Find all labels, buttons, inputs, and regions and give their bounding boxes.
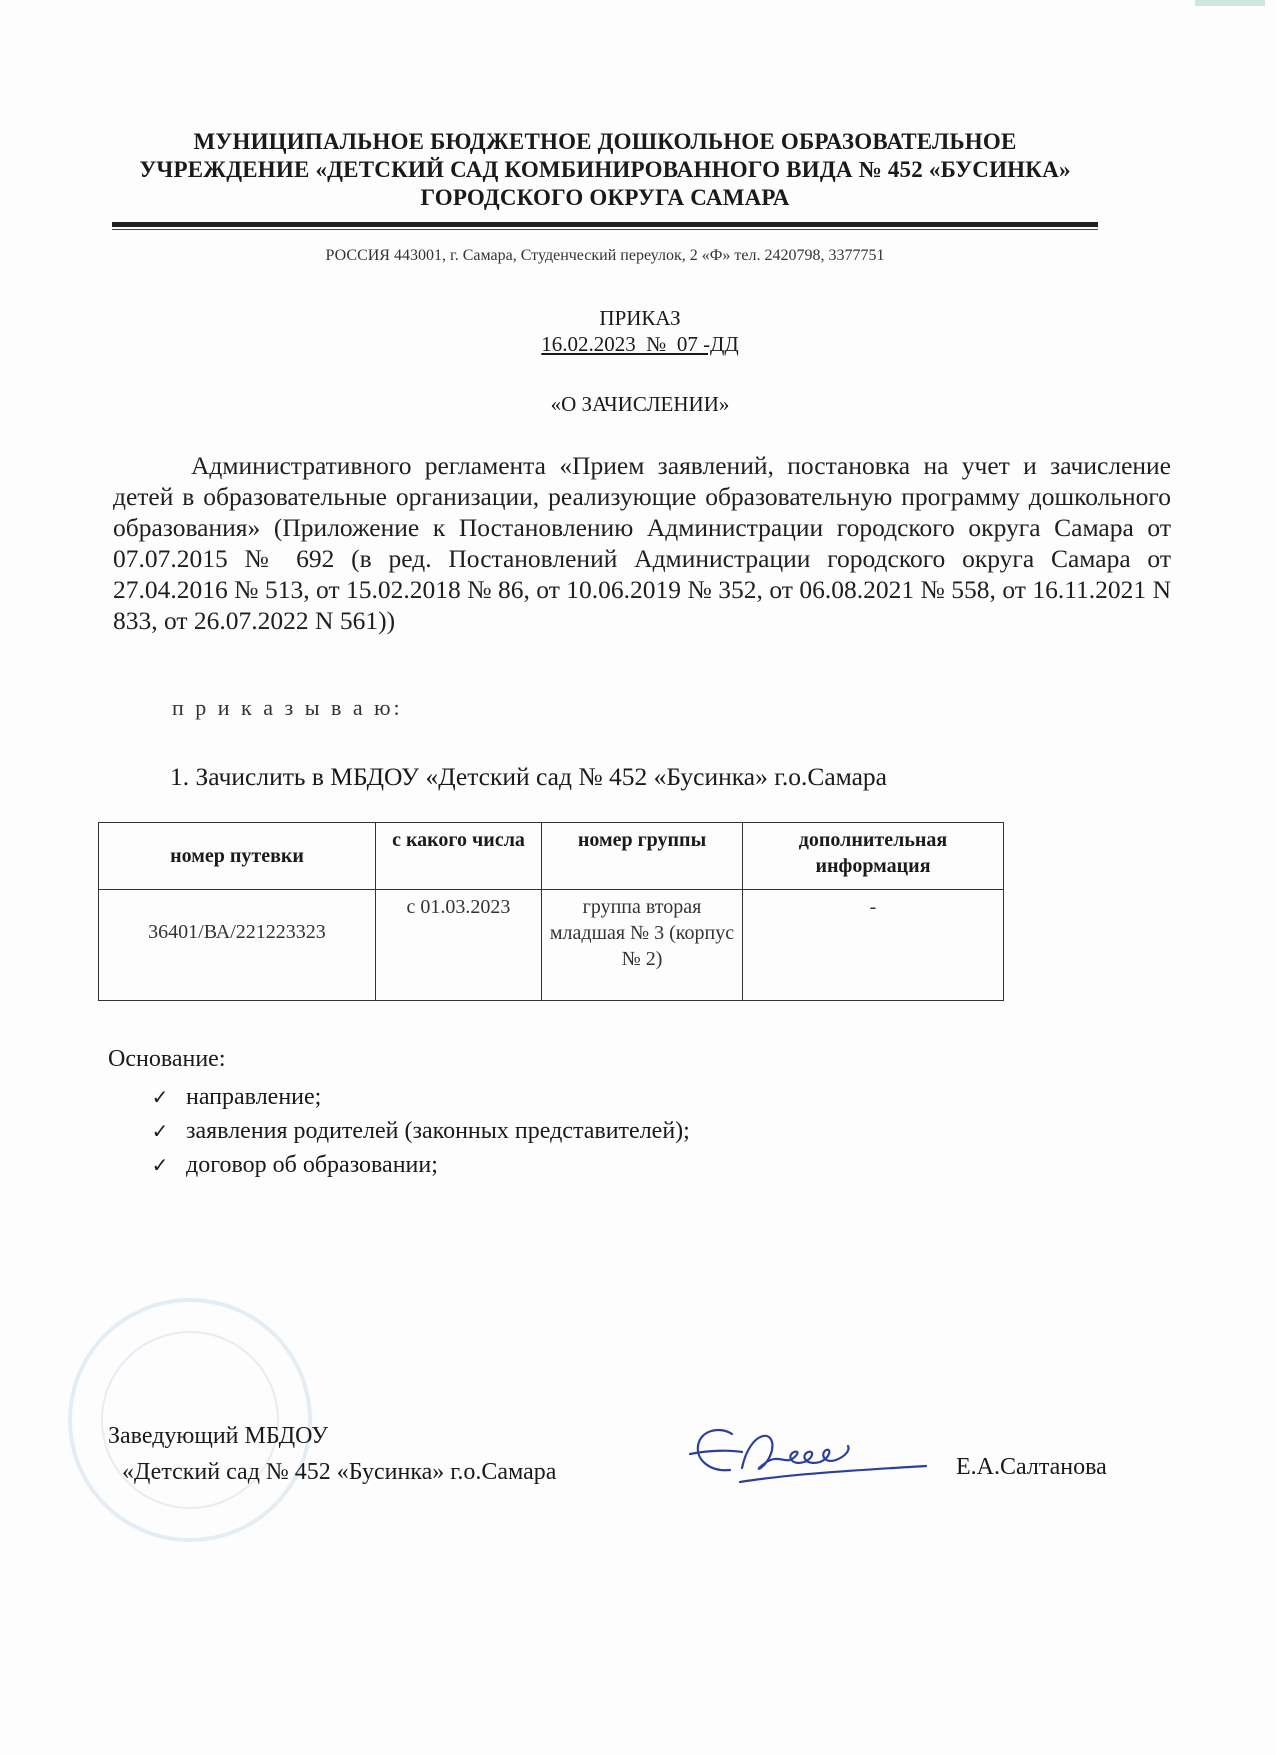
- list-item: [148, 1114, 690, 1148]
- basis-item-text: договор об образовании;: [186, 1152, 438, 1178]
- handwritten-signature-icon: [680, 1420, 930, 1500]
- header-divider-thick: [112, 222, 1098, 227]
- table-cell-voucher: 36401/ВА/221223323: [99, 890, 376, 1001]
- header-line-3: ГОРОДСКОГО ОКРУГА САМАРА: [420, 185, 790, 210]
- basis-item-text: направление;: [186, 1084, 322, 1110]
- table-header-row: [99, 823, 1004, 890]
- basis-item-text: заявления родителей (законных представителей);: [186, 1118, 690, 1144]
- order-directive: п р и к а з ы в а ю:: [172, 695, 403, 720]
- institution-address: РОССИЯ 443001, г. Самара, Студенческий переулок, 2 «Ф» тел. 2420798, 3377751: [325, 247, 885, 264]
- list-item: [148, 1148, 690, 1182]
- order-heading: [110, 305, 1170, 357]
- table-header-cell: номер путевки: [99, 823, 376, 890]
- position-line-2: «Детский сад № 452 «Бусинка» г.о.Самара: [122, 1459, 557, 1485]
- order-number: 16.02.2023 № 07 -ДД: [541, 332, 739, 356]
- order-title: ПРИКАЗ: [599, 306, 681, 330]
- table-header-cell: с какого числа: [376, 823, 542, 890]
- signatory-position: [108, 1418, 556, 1490]
- order-paragraph: Административного регламента «Прием заявлений, постановка на учет и зачисление детей в образовательные организации, реализующие образовательную программу дошкольного образования» (Приложение к Постановлению Администрации городского округа Самара от 07.07.2015 № 692 (в ред. Постановлений Администрации городского округа Самара от 27.04.2016 № 513, от 15.02.2018 № 86, от 10.06.2019 № 352, от 06.08.2021 № 558, от 16.11.2021 N 833, от 26.07.2022 N 561)): [113, 451, 1171, 635]
- checkmark-icon: ✓: [151, 1119, 169, 1143]
- table-cell-date: с 01.03.2023: [376, 890, 542, 1001]
- order-item-1: 1. Зачислить в МБДОУ «Детский сад № 452 «Бусинка» г.о.Самара: [170, 762, 888, 791]
- signatory-name: Е.А.Салтанова: [956, 1454, 1107, 1480]
- table-cell-info: -: [743, 890, 1004, 1001]
- table-cell-group: группа вторая младшая № 3 (корпус № 2): [542, 890, 743, 1001]
- scan-artifact: [1195, 0, 1265, 6]
- table-header-cell: номер группы: [542, 823, 743, 890]
- institution-header: [110, 128, 1100, 212]
- position-line-1: Заведующий МБДОУ: [108, 1423, 329, 1449]
- header-line-1: МУНИЦИПАЛЬНОЕ БЮДЖЕТНОЕ ДОШКОЛЬНОЕ ОБРАЗОВАТЕЛЬНОЕ: [193, 129, 1017, 154]
- enrollment-table: [98, 822, 1004, 1001]
- header-divider-thin: [112, 229, 1098, 230]
- list-item: [148, 1080, 690, 1114]
- header-line-2: УЧРЕЖДЕНИЕ «ДЕТСКИЙ САД КОМБИНИРОВАННОГО ВИДА № 452 «БУСИНКА»: [139, 157, 1071, 182]
- basis-list: [148, 1080, 690, 1182]
- checkmark-icon: ✓: [151, 1085, 169, 1109]
- checkmark-icon: ✓: [151, 1153, 169, 1177]
- basis-title: Основание:: [108, 1046, 226, 1072]
- table-row: [99, 890, 1004, 1001]
- table-header-cell: дополнительная информация: [743, 823, 1004, 890]
- order-subject: «О ЗАЧИСЛЕНИИ»: [550, 392, 730, 416]
